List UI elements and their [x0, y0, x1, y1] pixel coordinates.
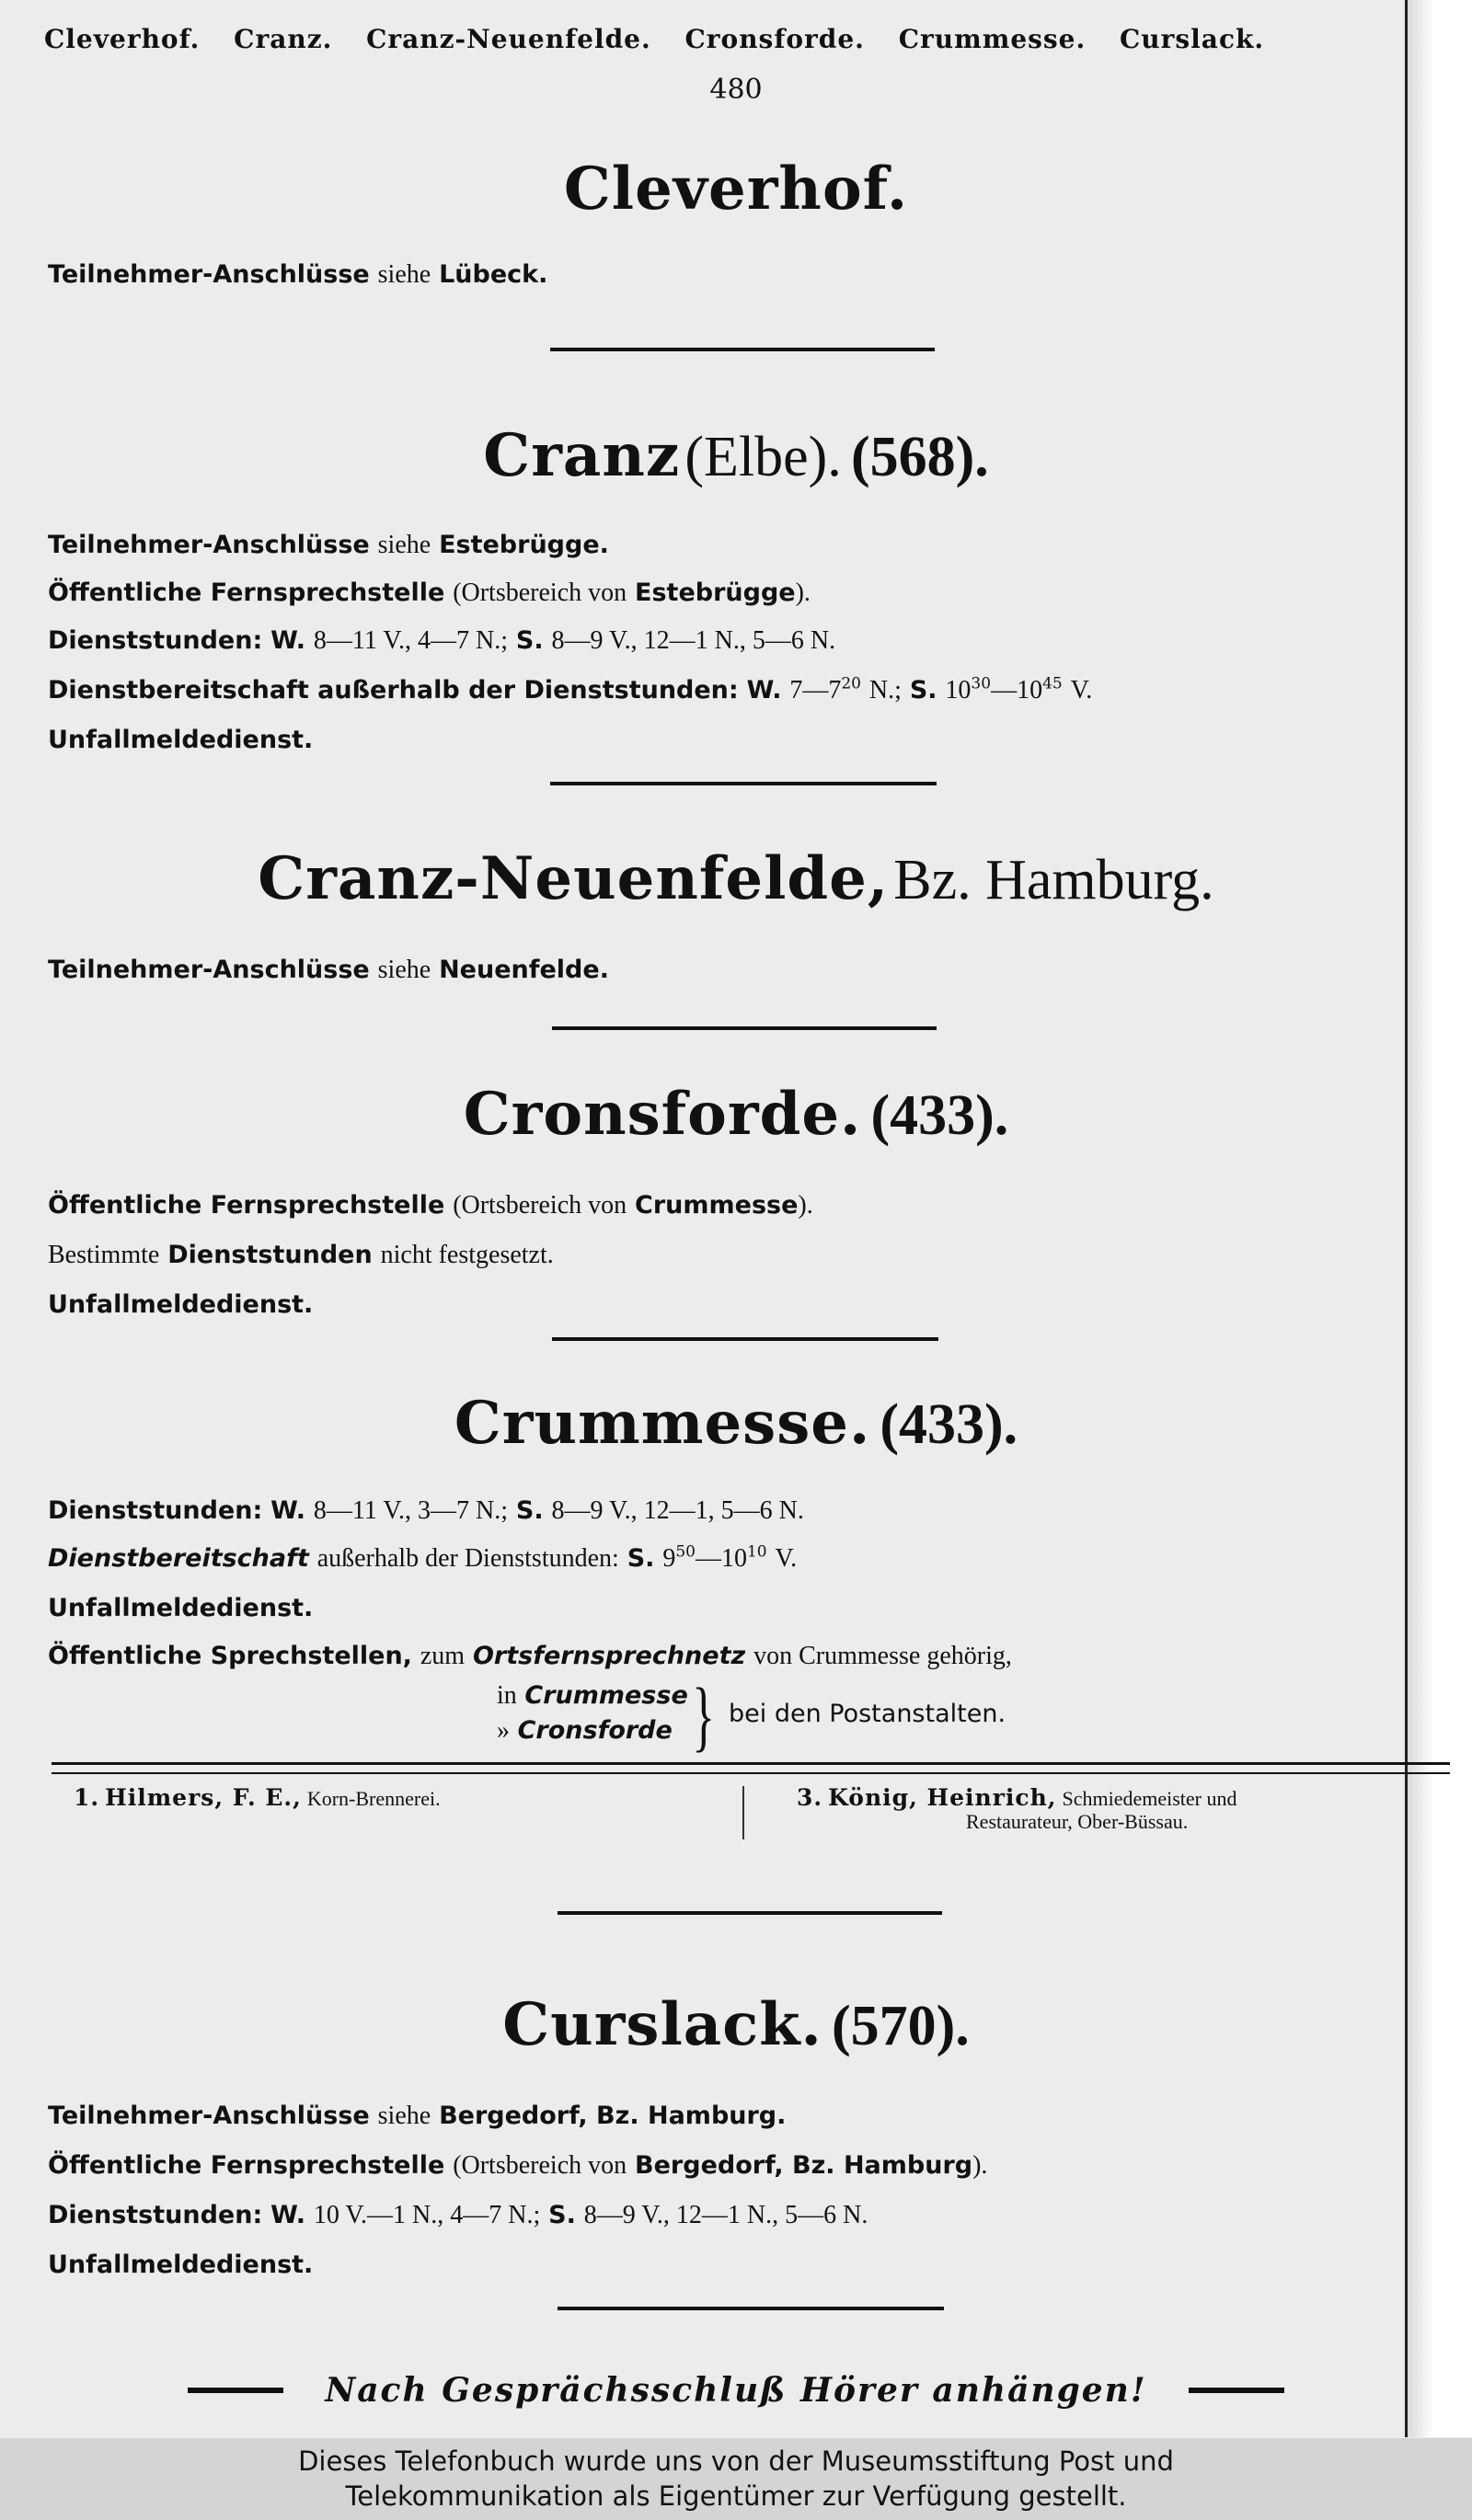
header-entry: Cleverhof.: [44, 24, 201, 54]
notice-line-2: Telekommunikation als Eigentümer zur Verfügung gestellt.: [345, 2480, 1127, 2512]
place-number: (568).: [850, 426, 989, 488]
curslack-line-4: Unfallmeldedienst.: [48, 2251, 314, 2279]
section-title-cranz-neuenfelde: [0, 844, 1472, 913]
section-divider: [550, 348, 935, 351]
cranz-line-3: Dienststunden: W. 8—11 V., 4—7 N.; S. 8—9 V., 12—1 N., 5—6 N.: [48, 626, 836, 655]
place-number: (433).: [880, 1393, 1018, 1456]
cranz-line-4: Dienstbereitschaft außerhalb der Dienststunden: W. $7—7^{20}$ N.; S. $10^{30}—10^{45}$ V.: [48, 674, 1093, 704]
notice-line-1: Dieses Telefonbuch wurde uns von der Museumsstiftung Post und: [298, 2446, 1174, 2477]
provenance-notice: [0, 2438, 1472, 2520]
running-header: [44, 24, 1387, 54]
page-edge: [1405, 0, 1472, 2437]
column-separator: [742, 1786, 744, 1839]
header-entry: Cronsforde.: [684, 24, 865, 54]
cleverhof-line-1: Teilnehmer-Anschlüsse siehe Lübeck.: [48, 260, 548, 289]
curslack-line-2: Öffentliche Fernsprechstelle (Ortsbereich von Bergedorf, Bz. Hamburg).: [48, 2151, 988, 2180]
cronsforde-line-3: Unfallmeldedienst.: [48, 1290, 314, 1319]
bracket-row: » Cronsforde: [497, 1716, 673, 1745]
section-divider: [550, 782, 937, 785]
section-title-cronsforde: [0, 1080, 1472, 1149]
crummesse-line-3: Unfallmeldedienst.: [48, 1594, 314, 1622]
cronsforde-line-1: Öffentliche Fernsprechstelle (Ortsbereich von Crummesse).: [48, 1191, 813, 1220]
place-extra: (Elbe).: [684, 426, 842, 488]
bracket-text: bei den Postanstalten.: [729, 1700, 1006, 1728]
crummesse-line-4: Öffentliche Sprechstellen, zum Ortsfernsprechnetz von Crummesse gehörig,: [48, 1642, 1012, 1670]
place-name: Curslack.: [502, 1990, 822, 2059]
place-name: Crummesse.: [454, 1389, 871, 1458]
header-entry: Curslack.: [1120, 24, 1265, 54]
footer-note-text: Nach Gesprächsschluß Hörer anhängen!: [325, 2371, 1147, 2410]
section-divider: [552, 1026, 937, 1030]
place-name: Cranz-Neuenfelde,: [258, 844, 890, 913]
footer-note: [0, 2371, 1472, 2410]
curslack-line-3: Dienststunden: W. 10 V.—1 N., 4—7 N.; S. 8—9 V., 12—1 N., 5—6 N.: [48, 2201, 868, 2229]
place-number: (570).: [831, 1995, 970, 2057]
dash-decoration: [1189, 2388, 1284, 2393]
place-name: Cleverhof.: [563, 155, 909, 223]
section-title-crummesse: [0, 1389, 1472, 1458]
section-divider: [552, 1337, 938, 1341]
place-name: Cranz: [483, 421, 681, 490]
section-divider: [558, 2307, 944, 2310]
crummesse-line-2: Dienstbereitschaft außerhalb der Dienststunden: S. $9^{50}—10^{10}$ V.: [48, 1542, 798, 1573]
cranz-neuenfelde-line-1: Teilnehmer-Anschlüsse siehe Neuenfelde.: [48, 956, 609, 984]
curly-brace-icon: }: [692, 1671, 716, 1759]
section-divider: [558, 1911, 942, 1915]
cranz-line-1: Teilnehmer-Anschlüsse siehe Estebrügge.: [48, 531, 609, 559]
cranz-line-5: Unfallmeldedienst.: [48, 726, 314, 754]
place-number: (433).: [870, 1084, 1009, 1147]
place-extra: Bz. Hamburg.: [893, 849, 1214, 911]
header-entry: Crummesse.: [898, 24, 1087, 54]
postal-branches-bracket: [497, 1671, 1141, 1759]
page-number: 480: [709, 74, 763, 106]
subscriber-entry: 3. König, Heinrich, Schmiedemeister und: [797, 1784, 1237, 1811]
crummesse-line-1: Dienststunden: W. 8—11 V., 3—7 N.; S. 8—9 V., 12—1, 5—6 N.: [48, 1496, 804, 1525]
header-entry: Cranz.: [234, 24, 333, 54]
subscriber-entry-continued: Restaurateur, Ober-Büssau.: [966, 1810, 1189, 1833]
header-entry: Cranz-Neuenfelde.: [366, 24, 651, 54]
section-title-cleverhof: [0, 155, 1472, 223]
curslack-line-1: Teilnehmer-Anschlüsse siehe Bergedorf, Bz. Hamburg.: [48, 2102, 787, 2130]
double-divider: [52, 1762, 1450, 1774]
section-title-cranz: [0, 421, 1472, 490]
subscriber-entry: 1. Hilmers, F. E., Korn-Brennerei.: [74, 1784, 441, 1811]
bracket-row: in Crummesse: [497, 1681, 688, 1710]
place-name: Cronsforde.: [463, 1080, 862, 1149]
cronsforde-line-2: Bestimmte Dienststunden nicht festgesetzt.: [48, 1241, 554, 1269]
cranz-line-2: Öffentliche Fernsprechstelle (Ortsbereich von Estebrügge).: [48, 578, 811, 607]
dash-decoration: [188, 2388, 283, 2393]
section-title-curslack: [0, 1990, 1472, 2059]
